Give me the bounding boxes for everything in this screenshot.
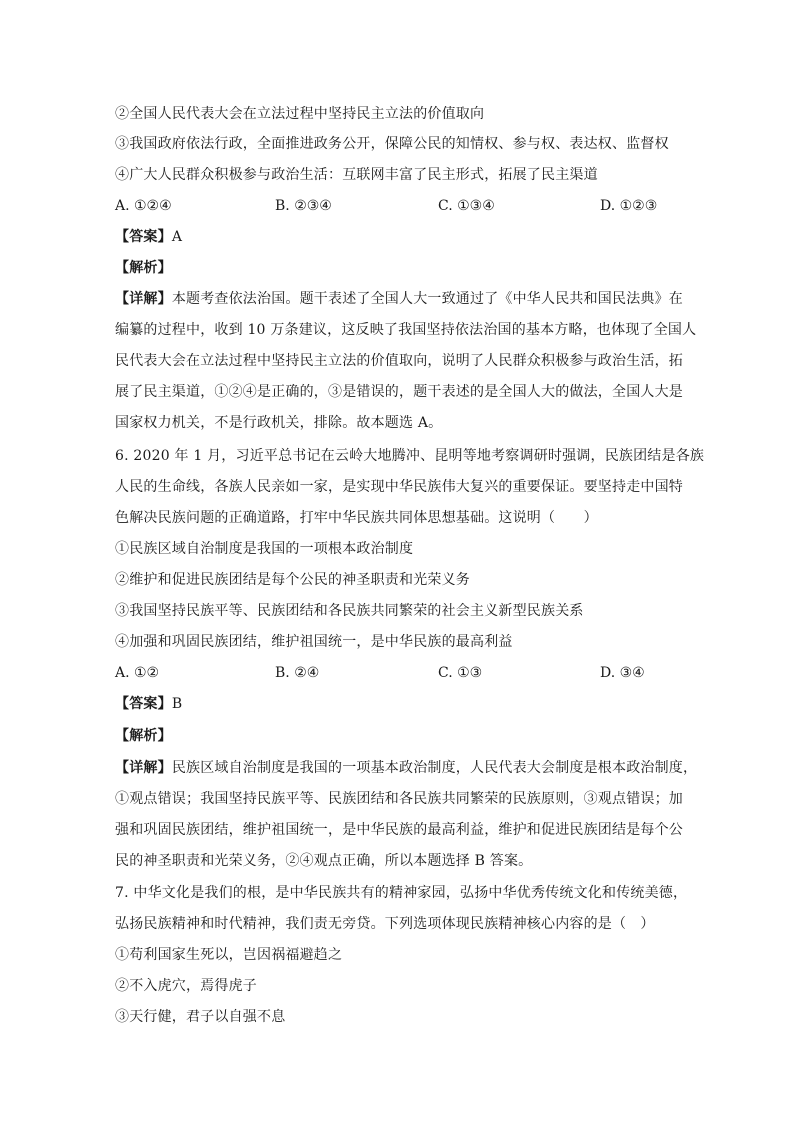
q5-analysis-tag: 【解析】 [115, 260, 172, 276]
q6-stem-line: 人民的生命线，各族人民亲如一家，是实现中华民族伟大复兴的重要保证。要坚持走中国特 [115, 479, 683, 495]
q7-choice-3: ③天行健，君子以自强不息 [115, 1009, 286, 1025]
q6-choice-1: ①民族区域自治制度是我国的一项根本政治制度 [115, 541, 414, 557]
q6-detail-line: 民的神圣职责和光荣义务，②④观点正确，所以本题选择 B 答案。 [115, 853, 533, 869]
q5-choice-2: ②全国人民代表大会在立法过程中坚持民主立法的价值取向 [115, 106, 485, 122]
q6-stem-line: 6. 2020 年 1 月，习近平总书记在云岭大地腾冲、昆明等地考察调研时强调，民族团结是各族 [115, 448, 705, 464]
q7-choice-1: ①苟利国家生死以，岂因祸福避趋之 [115, 947, 343, 963]
q6-option-a: A. ①② [115, 665, 160, 681]
answer-value: B [171, 696, 183, 712]
q6-option-c: C. ①③ [438, 665, 483, 681]
q6-choice-3: ③我国坚持民族平等、民族团结和各民族共同繁荣的社会主义新型民族关系 [115, 603, 584, 619]
q5-detail-line: 国家权力机关，不是行政机关，排除。故本题选 A。 [115, 415, 443, 431]
q5-option-b: B. ②③④ [275, 198, 332, 214]
q7-stem-line: 弘扬民族精神和时代精神，我们责无旁贷。下列选项体现民族精神核心内容的是（ ） [115, 916, 655, 932]
q6-detail-line: ①观点错误；我国坚持民族平等、民族团结和各民族共同繁荣的民族原则，③观点错误；加 [115, 791, 683, 807]
q5-detail-line: 民代表大会在立法过程中坚持民主立法的价值取向，说明了人民群众积极参与政治生活，拓 [115, 353, 683, 369]
q5-detail-line: 展了民主渠道，①②④是正确的，③是错误的，题干表述的是全国人大的做法，全国人大是 [115, 384, 683, 400]
q6-answer [115, 694, 182, 714]
q6-detail-line: 强和巩固民族团结，维护祖国统一，是中华民族的最高利益，维护和促进民族团结是每个公 [115, 822, 683, 838]
q7-choice-2: ②不入虎穴，焉得虎子 [115, 978, 257, 994]
q5-option-a: A. ①②④ [115, 198, 172, 214]
q6-choice-2: ②维护和促进民族团结是每个公民的神圣职责和光荣义务 [115, 572, 470, 588]
q5-option-c: C. ①③④ [438, 198, 495, 214]
detail-tag: 【详解】 [115, 760, 172, 776]
q6-analysis-tag: 【解析】 [115, 728, 172, 744]
q7-stem-line: 7. 中华文化是我们的根，是中华民族共有的精神家园，弘扬中华优秀传统文化和传统美德， [115, 885, 688, 901]
q5-detail-line: 编纂的过程中，收到 10 万条建议，这反映了我国坚持依法治国的基本方略，也体现了全国人 [115, 322, 697, 338]
answer-value: A [171, 229, 183, 245]
answer-tag: 【答案】 [115, 229, 172, 245]
q6-choice-4: ④加强和巩固民族团结，维护祖国统一，是中华民族的最高利益 [115, 634, 513, 650]
q5-detail-line: 【详解】本题考查依法治国。题干表述了全国人大一致通过了《中华人民共和国民法典》在 [115, 291, 684, 307]
q5-answer [115, 227, 182, 247]
detail-tag: 【详解】 [115, 291, 172, 307]
q5-choice-4: ④广大人民群众积极参与政治生活：互联网丰富了民主形式，拓展了民主渠道 [115, 167, 598, 183]
q5-choice-3: ③我国政府依法行政，全面推进政务公开，保障公民的知情权、参与权、表达权、监督权 [115, 136, 669, 152]
q6-option-d: D. ③④ [600, 665, 645, 681]
q5-option-d: D. ①②③ [600, 198, 658, 214]
q6-detail-line: 【详解】民族区域自治制度是我国的一项基本政治制度，人民代表大会制度是根本政治制度， [115, 760, 698, 776]
q6-option-b: B. ②④ [275, 665, 320, 681]
q6-stem-line: 色解决民族问题的正确道路，打牢中华民族共同体思想基础。这说明（ ） [115, 510, 598, 526]
answer-tag: 【答案】 [115, 696, 172, 712]
